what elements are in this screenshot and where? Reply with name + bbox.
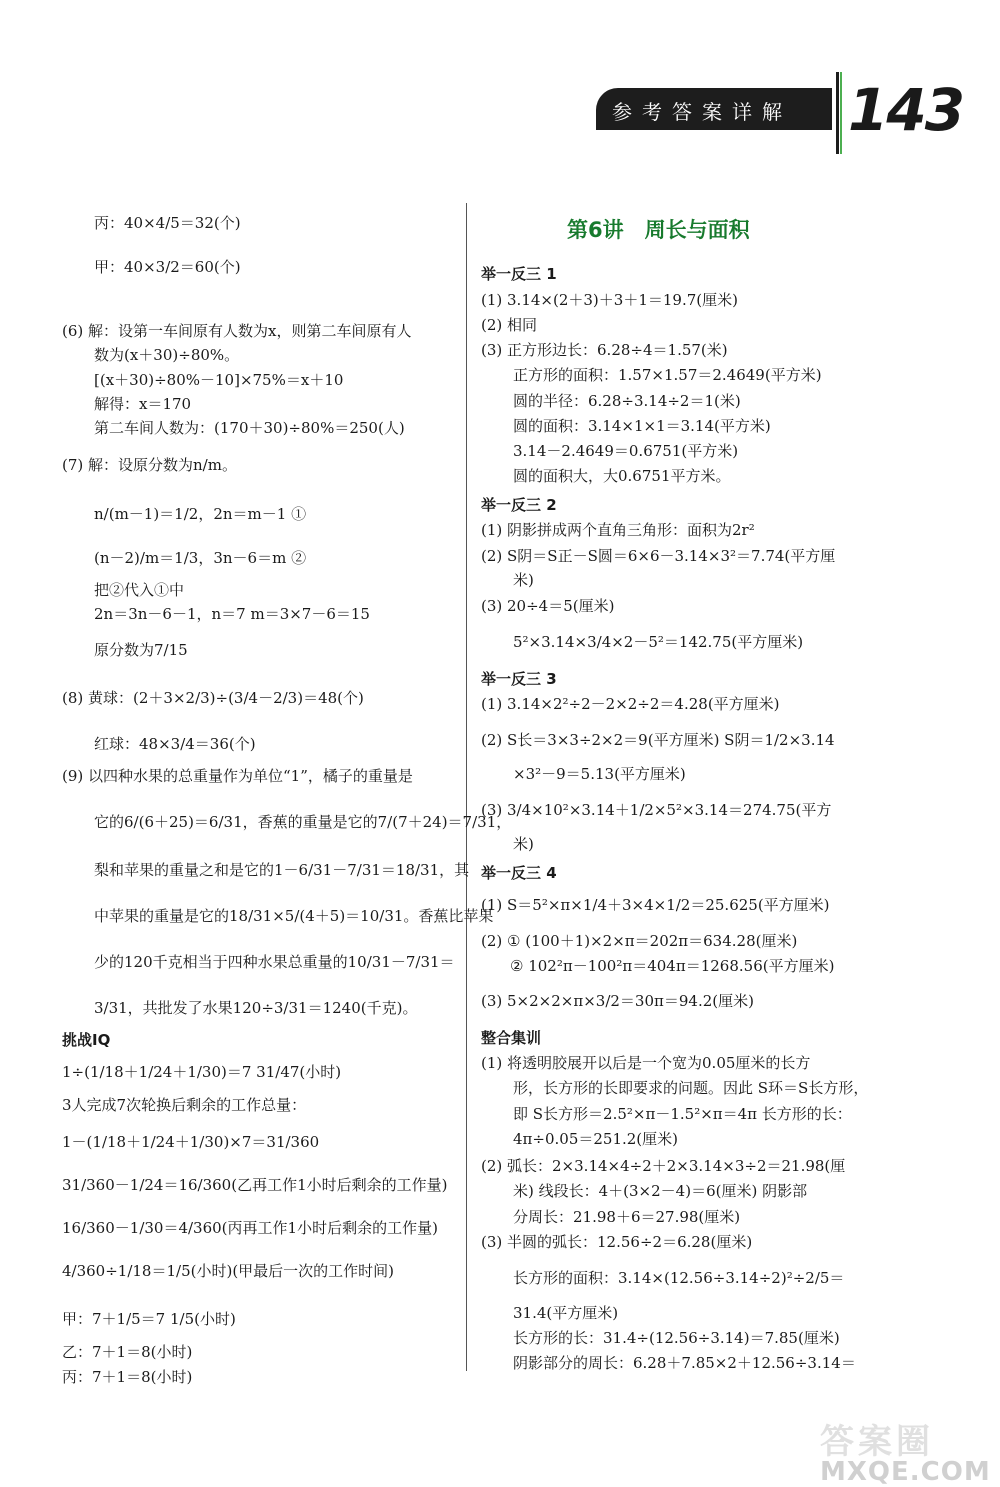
answer-line: n/(m－1)＝1/2，2n＝m－1 ①: [94, 505, 307, 523]
section-heading: 举一反三 4: [481, 864, 557, 882]
answer-line: 即 S长方形＝2.5²×π－1.5²×π＝4π 长方形的长：: [513, 1105, 852, 1123]
answer-line: 米): [513, 835, 534, 853]
answer-line: 中苹果的重量是它的18/31×5/(4＋5)＝10/31。香蕉比苹果: [94, 907, 494, 925]
answer-line: (7) 解：设原分数为n/m。: [62, 456, 237, 474]
answer-line: [(x＋30)÷80%－10]×75%＝x＋10: [94, 371, 344, 389]
answer-line: 圆的半径：6.28÷3.14÷2＝1(米): [513, 392, 741, 410]
answer-line: 米): [513, 571, 534, 589]
answer-line: 数为(x＋30)÷80%。: [94, 346, 240, 364]
answer-line: 第二车间人数为：(170＋30)÷80%＝250(人): [94, 419, 405, 437]
answer-line: (3) 20÷4＝5(厘米): [481, 597, 615, 615]
answer-line: 16/360－1/30＝4/360(丙再工作1小时后剩余的工作量): [62, 1219, 438, 1237]
answer-line: (3) 5×2×2×π×3/2＝30π＝94.2(厘米): [481, 992, 754, 1010]
answer-line: 甲：40×3/2＝60(个): [94, 258, 241, 276]
answer-line: (1) 将透明胶展开以后是一个宽为0.05厘米的长方: [481, 1054, 811, 1072]
answer-line: 乙：7＋1＝8(小时): [62, 1343, 193, 1361]
answer-line: (1) 阴影拼成两个直角三角形：面积为2r²: [481, 521, 755, 539]
answer-line: 圆的面积大，大0.6751平方米。: [513, 467, 731, 485]
answer-line: 3.14－2.4649＝0.6751(平方米): [513, 442, 739, 460]
answer-line: 它的6/(6＋25)＝6/31，香蕉的重量是它的7/(7＋24)＝7/31，: [94, 813, 512, 831]
answer-line: 3人完成7次轮换后剩余的工作总量：: [62, 1096, 307, 1114]
answer-line: (6) 解：设第一车间原有人数为x，则第二车间原有人: [62, 322, 412, 340]
watermark: [820, 1414, 991, 1487]
answer-line: (3) 正方形边长：6.28÷4＝1.57(米): [481, 341, 728, 359]
answer-line: (9) 以四种水果的总重量作为单位“1”，橘子的重量是: [62, 767, 413, 785]
answer-line: (2) 相同: [481, 316, 538, 334]
answer-line: ×3²－9＝5.13(平方厘米): [513, 765, 686, 783]
answer-line: 5²×3.14×3/4×2－5²＝142.75(平方厘米): [513, 633, 804, 651]
answer-line: 3/31，共批发了水果120÷3/31＝1240(千克)。: [94, 999, 418, 1017]
watermark-url: MXQE.COM: [820, 1457, 991, 1487]
answer-line: 正方形的面积：1.57×1.57＝2.4649(平方米): [513, 366, 822, 384]
answer-line: 4/360÷1/18＝1/5(小时)(甲最后一次的工作时间): [62, 1262, 395, 1280]
answer-line: 少的120千克相当于四种水果总重量的10/31－7/31＝: [94, 953, 455, 971]
answer-line: (3) 半圆的弧长：12.56÷2＝6.28(厘米): [481, 1233, 753, 1251]
section-heading: 举一反三 1: [481, 265, 557, 283]
answer-line: 甲：7＋1/5＝7 1/5(小时): [62, 1310, 236, 1328]
lesson-title: 第6讲 周长与面积: [567, 218, 750, 242]
answer-line: 丙：7＋1＝8(小时): [62, 1368, 193, 1386]
answer-line: 2n＝3n－6－1，n＝7 m＝3×7－6＝15: [94, 605, 370, 623]
answer-line: (2) 弧长：2×3.14×4÷2＋2×3.14×3÷2＝21.98(厘: [481, 1157, 846, 1175]
answer-line: 梨和苹果的重量之和是它的1－6/31－7/31＝18/31，其: [94, 861, 470, 879]
answer-line: ② 102²π－100²π＝404π＝1268.56(平方厘米): [510, 957, 835, 975]
answer-line: (2) S阴＝S正－S圆＝6×6－3.14×3²＝7.74(平方厘: [481, 547, 836, 565]
answer-line: 分周长：21.98＋6＝27.98(厘米): [513, 1208, 741, 1226]
answer-line: 形，长方形的长即要求的问题。因此 S环＝S长方形，: [513, 1079, 869, 1097]
answer-line: 长方形的长：31.4÷(12.56÷3.14)＝7.85(厘米): [513, 1329, 840, 1347]
answer-line: (1) 3.14×(2＋3)＋3＋1＝19.7(厘米): [481, 291, 738, 309]
answer-line: (2) ① (100＋1)×2×π＝202π＝634.28(厘米): [481, 932, 798, 950]
section-heading: 举一反三 3: [481, 670, 557, 688]
answer-line: 丙：40×4/5＝32(个): [94, 214, 241, 232]
answer-line: 阴影部分的周长：6.28＋7.85×2＋12.56÷3.14＝: [513, 1354, 856, 1372]
column-divider: [466, 203, 467, 1371]
header-divider: [836, 72, 839, 154]
page-number: 143: [848, 76, 964, 144]
section-heading: 整合集训: [481, 1029, 542, 1047]
answer-line: 红球：48×3/4＝36(个): [94, 735, 256, 753]
answer-line: 长方形的面积：3.14×(12.56÷3.14÷2)²÷2/5＝: [513, 1269, 845, 1287]
answer-line: 米) 线段长：4＋(3×2－4)＝6(厘米) 阴影部: [513, 1182, 808, 1200]
answer-line: (n－2)/m＝1/3，3n－6＝m ②: [94, 549, 307, 567]
answer-line: 1－(1/18＋1/24＋1/30)×7＝31/360: [62, 1133, 320, 1151]
section-heading: 挑战IQ: [62, 1031, 111, 1049]
answer-line: 31.4(平方厘米): [513, 1304, 619, 1322]
answer-line: 解得：x＝170: [94, 395, 192, 413]
answer-line: (2) S长＝3×3÷2×2＝9(平方厘米) S阴＝1/2×3.14: [481, 731, 835, 749]
section-label: 参考答案详解: [612, 100, 792, 124]
answer-line: (8) 黄球：(2＋3×2/3)÷(3/4－2/3)＝48(个): [62, 689, 364, 707]
header-divider-accent: [840, 72, 842, 154]
answer-line: 4π÷0.05＝251.2(厘米): [513, 1130, 679, 1148]
watermark-logo-text: 答案圈: [820, 1422, 934, 1462]
answer-line: 1÷(1/18＋1/24＋1/30)＝7 31/47(小时): [62, 1063, 342, 1081]
answer-line: 圆的面积：3.14×1×1＝3.14(平方米): [513, 417, 771, 435]
answer-line: 31/360－1/24＝16/360(乙再工作1小时后剩余的工作量): [62, 1176, 448, 1194]
answer-line: (1) S＝5²×π×1/4＋3×4×1/2＝25.625(平方厘米): [481, 896, 830, 914]
answer-line: 把②代入①中: [94, 581, 185, 599]
answer-line: 原分数为7/15: [94, 641, 188, 659]
section-heading: 举一反三 2: [481, 496, 557, 514]
answer-line: (1) 3.14×2²÷2－2×2÷2＝4.28(平方厘米): [481, 695, 780, 713]
answer-line: (3) 3/4×10²×3.14＋1/2×5²×3.14＝274.75(平方: [481, 801, 832, 819]
